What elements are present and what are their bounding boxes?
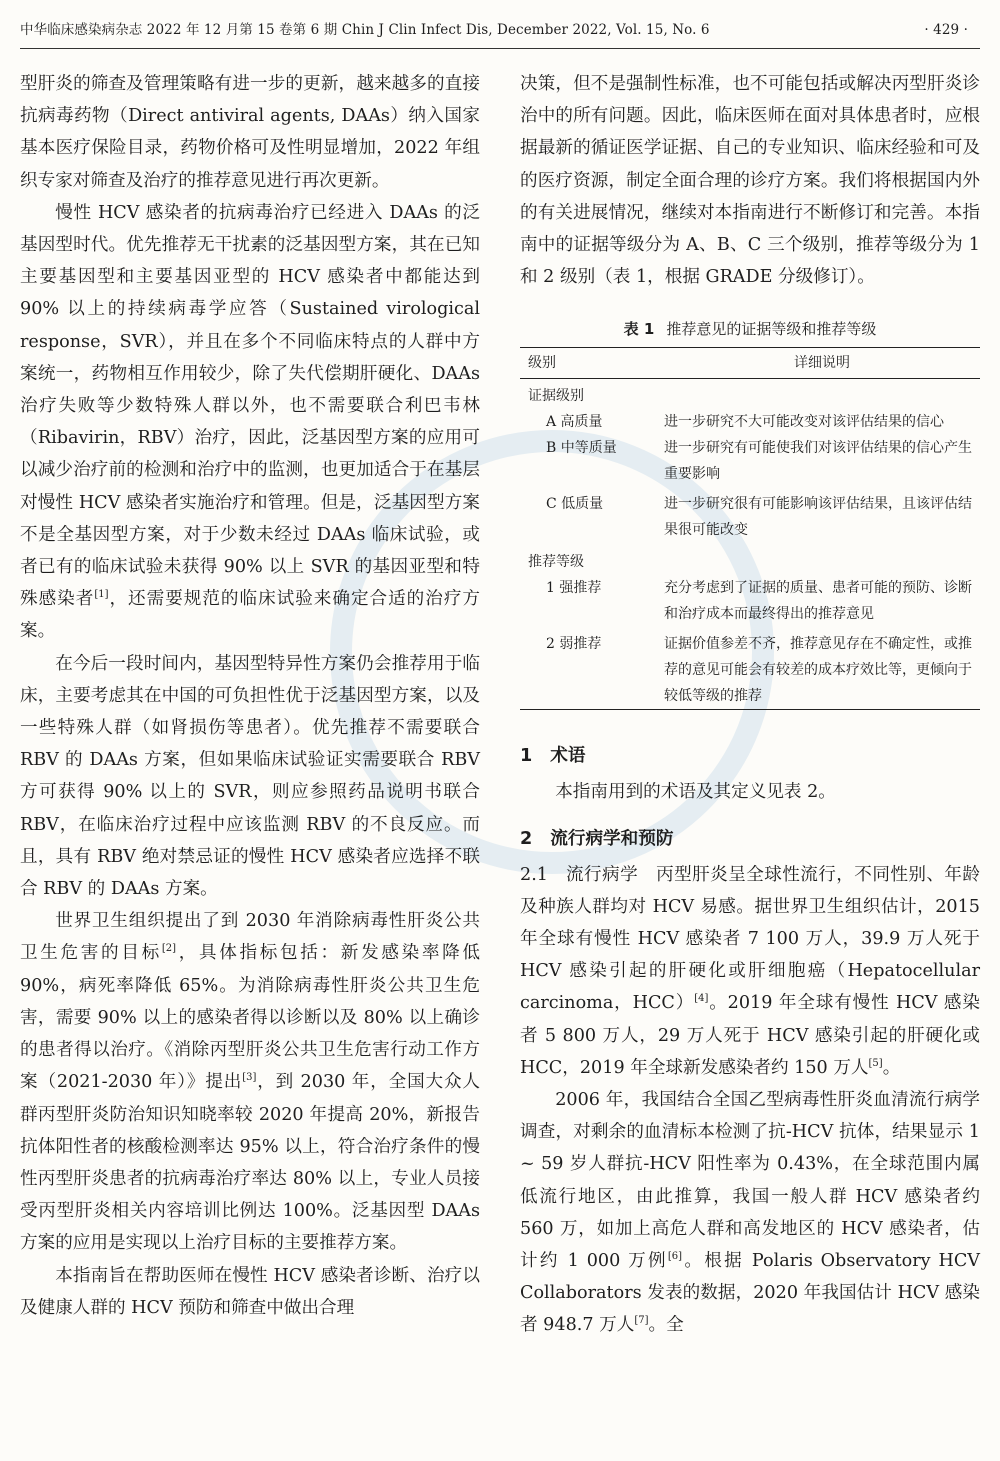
paragraph: 2006 年，我国结合全国乙型病毒性肝炎血清流行病学调查，对剩余的血清标本检测了抗-HCV 抗体，结果显示 1 ~ 59 岁人群抗-HCV 阳性率为 0.43%，在全球范围内属低流行地区，由此推算，我国一般人群 HCV 感染者约 560 万，如加上高危人群和高发地区的 HCV 感染者，估计约 1 000 万例[6]。根据 Polaris Observatory HCV Collaborators 发表的数据，2020 年我国估计 HCV 感染者 948.7 万人[7]。全 (520, 1090, 980, 1336)
paragraph: 决策，但不是强制性标准，也不可能包括或解决丙型肝炎诊治中的所有问题。因此，临床医师在面对具体患者时，应根据最新的循证医学证据、自己的专业知识、临床经验和可及的医疗资源，制定全面合理的诊疗方案。我们将根据国内外的有关进展情况，继续对本指南进行不断修订和完善。本指南中的证据等级分为 A、B、C 三个级别，推荐等级分为 1 和 2 级别（表 1，根据 GRADE 分级修订）。 (520, 74, 980, 288)
column-header: 级别 (520, 348, 664, 379)
table-group-label: 证据级别 (528, 388, 584, 405)
paragraph: 2.1 流行病学 丙型肝炎呈全球性流行，不同性别、年龄及种族人群均对 HCV 易感。据世界卫生组织估计，2015 年全球有慢性 HCV 感染者 7 100 万人，39.9 万人死于 HCV 感染引起的肝硬化或肝细胞癌（Hepatocellular carcinoma，HCC）[4]。2019 年全球有慢性 HCV 感染者 5 800 万人，29 万人死于 HCV 感染引起的肝硬化或 HCC，2019 年全球新发感染者约 150 万人[5]。 (520, 864, 980, 1078)
table-title: 推荐意见的证据等级和推荐等级 (666, 320, 877, 339)
citation-ref[interactable]: [3] (242, 1072, 257, 1084)
right-column (520, 68, 980, 1342)
table-row: 1 强推荐 充分考虑到了证据的质量、患者可能的预防、诊断和治疗成本而最终得出的推荐意见 (546, 580, 972, 623)
subsection-title: 流行病学 (566, 864, 639, 885)
citation-ref[interactable]: [7] (634, 1315, 649, 1327)
table-caption (520, 319, 980, 339)
column-header: 详细说明 (664, 348, 980, 379)
paragraph: 本指南用到的术语及其定义见表 2。 (555, 782, 836, 803)
citation-ref[interactable]: [5] (868, 1057, 883, 1069)
table-row: C 低质量 进一步研究很有可能影响该评估结果，且该评估结果很可能改变 (546, 496, 972, 539)
paragraph: 型肝炎的筛查及管理策略有进一步的更新，越来越多的直接抗病毒药物（Direct antiviral agents, DAAs）纳入国家基本医疗保险目录，药物价格可及性明显增加，2022 年组织专家对筛查及治疗的推荐意见进行再次更新。 (20, 74, 480, 191)
paragraph: 本指南旨在帮助医师在慢性 HCV 感染者诊断、治疗以及健康人群的 HCV 预防和筛查中做出合理 (20, 1265, 480, 1318)
page-number: · 429 · (924, 22, 968, 38)
citation-ref[interactable]: [4] (694, 993, 709, 1005)
citation-ref[interactable]: [1] (94, 589, 109, 601)
citation-ref[interactable]: [6] (667, 1251, 683, 1263)
subsection-number: 2.1 (520, 864, 548, 885)
table-row: 2 弱推荐 证据价值参差不齐，推荐意见存在不确定性，或推荐的意见可能会有较差的成本疗效比等，更倾向于较低等级的推荐 (546, 636, 972, 705)
table-row: A 高质量 进一步研究不大可能改变对该评估结果的信心 (546, 414, 944, 431)
evidence-grade-table (520, 347, 980, 710)
citation-ref[interactable]: [2] (161, 943, 177, 955)
paragraph: 慢性 HCV 感染者的抗病毒治疗已经进入 DAAs 的泛基因型时代。优先推荐无干扰素的泛基因型方案，其在已知主要基因型和主要基因亚型的 HCV 感染者中都能达到 90% 以上的持续病毒学应答（Sustained virological response，SVR），并且在多个不同临床特点的人群中方案统一，药物相互作用较少，除了失代偿期肝硬化、DAAs 治疗失败等少数特殊人群以外，也不需要联合利巴韦林（Ribavirin，RBV）治疗，因此，泛基因型方案的应用可以减少治疗前的检测和治疗中的监测，也更加适合于在基层对慢性 HCV 感染者实施治疗和管理。但是，泛基因型方案不是全基因型方案，对于少数未经过 DAAs 临床试验，或者已有的临床试验未获得 90% 以上 SVR 的基因亚型和特殊感染者[1]，还需要规范的临床试验来确定合适的治疗方案。 (20, 202, 480, 642)
table-row: B 中等质量 进一步研究有可能使我们对该评估结果的信心产生重要影响 (546, 440, 972, 483)
journal-citation: 中华临床感染病杂志 2022 年 12 月第 15 卷第 6 期 Chin J Clin Infect Dis, December 2022, Vol. 15, No. 6 (20, 22, 710, 38)
paragraph: 世界卫生组织提出了到 2030 年消除病毒性肝炎公共卫生危害的目标[2]，具体指标包括：新发感染率降低 90%，病死率降低 65%。为消除病毒性肝炎公共卫生危害，需要 90% 以上的感染者得以诊断以及 80% 以上确诊的患者得以治疗。《消除丙型肝炎公共卫生危害行动工作方案（2021-2030 年）》提出[3]，到 2030 年，全国大众人群丙型肝炎防治知识知晓率较 2020 年提高 20%，新报告抗体阳性者的核酸检测率达 95% 以上，符合治疗条件的慢性丙型肝炎患者的抗病毒治疗率达 80% 以上，专业人员接受丙型肝炎相关内容培训比例达 100%。泛基因型 DAAs 方案的应用是实现以上治疗目标的主要推荐方案。 (20, 911, 480, 1254)
section-heading: 1 术语 (520, 746, 586, 767)
left-column (20, 68, 480, 1324)
section-heading: 2 流行病学和预防 (520, 828, 674, 849)
running-header (20, 16, 980, 49)
table-group-label: 推荐等级 (528, 554, 584, 571)
table-label: 表 1 (623, 320, 655, 339)
paragraph: 在今后一段时间内，基因型特异性方案仍会推荐用于临床，主要考虑其在中国的可负担性优于泛基因型方案，以及一些特殊人群（如肾损伤等患者）。优先推荐不需要联合 RBV 的 DAAs 方案，但如果临床试验证实需要联合 RBV 方可获得 90% 以上的 SVR，则应参照药品说明书联合 RBV，在临床治疗过程中应该监测 RBV 的不良反应。而且，具有 RBV 绝对禁忌证的慢性 HCV 感染者应选择不联合 RBV 的 DAAs 方案。 (20, 653, 480, 900)
